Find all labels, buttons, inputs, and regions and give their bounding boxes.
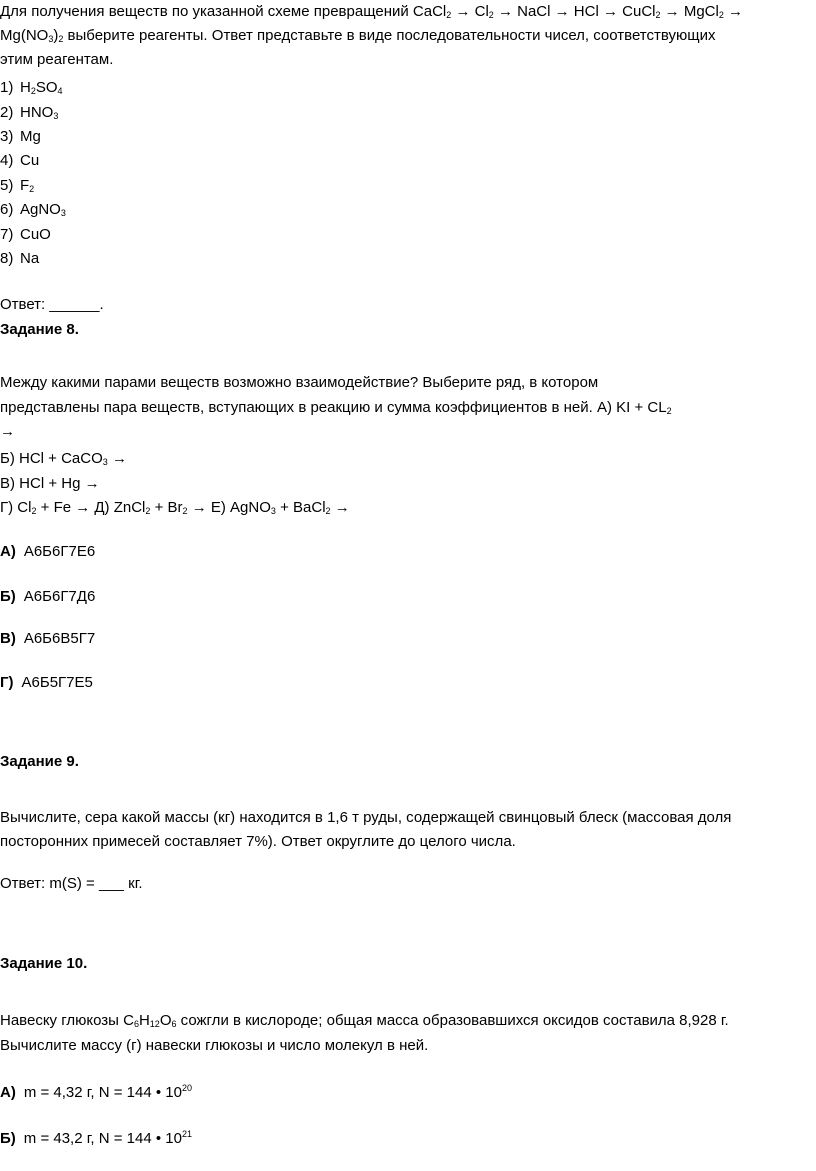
task8-question-line-4: Б) HCl + CaCO$_3$ → <box>0 450 127 467</box>
reagent-item: 6) AgNO$_3$ <box>0 201 66 218</box>
answer-option: В) А6Б6В5Г7 <box>0 630 96 647</box>
reagent-item: 4) Cu <box>0 152 40 169</box>
task9-question-line-1: Вычислите, сера какой массы (кг) находится в 1,6 т руды, содержащей свинцовый блеск (массовая доля <box>0 809 732 826</box>
answer-option: А) А6Б6Г7Е6 <box>0 543 96 560</box>
task8-question-line-6: Г) $Cl_2 + Fe \to Д$) ZnCl$_2$ + $Br_2 \to Е$) AgNO$_3$ + BaCl$_2$ → <box>0 499 350 516</box>
task8-question-line-5: В) HCl + Hg → <box>0 475 100 492</box>
answer-option: Б) m = 43,2 г, N = 144 • $10^{21}$ <box>0 1129 192 1147</box>
answer-option: А) m = 4,32 г, N = 144 • $10^{20}$ <box>0 1083 192 1101</box>
task7-intro-line-3: этим реагентам. <box>0 51 114 68</box>
task8-title: Задание 8. <box>0 321 79 338</box>
task8-question-line-2: представлены пара веществ, вступающих в реакцию и сумма коэффициентов в ней. А) KI + $CL_2$ <box>0 399 672 416</box>
task7-answer-line: Ответ: ______. <box>0 296 104 313</box>
answer-option: Б) А6Б6Г7Д6 <box>0 588 96 605</box>
task8-question-line-3: → <box>0 423 15 440</box>
reagent-item: 1) $H_2SO_4$ <box>0 79 63 96</box>
task9-title: Задание 9. <box>0 753 79 770</box>
task10-title: Задание 10. <box>0 955 88 972</box>
task9-question-line-2: посторонних примесей составляет 7%). Ответ округлите до целого числа. <box>0 833 516 850</box>
task7-intro-line-2: $Mg(NO_3)_2$ выберите реагенты. Ответ представьте в виде последовательности чисел, соответствующих <box>0 27 716 44</box>
reagent-item: 2) $HNO_3$ <box>0 104 59 121</box>
task10-question-line-2: Вычислите массу (г) навески глюкозы и число молекул в ней. <box>0 1037 429 1054</box>
task10-question-line-1: Навеску глюкозы $C_6H_{12}O_6$ сожгли в кислороде; общая масса образовавшихся оксидов составила 8,928 г. <box>0 1012 729 1029</box>
reagent-item: 8) Na <box>0 250 40 267</box>
reagent-item: 5) $F_2$ <box>0 177 35 194</box>
task8-question-line-1: Между какими парами веществ возможно взаимодействие? Выберите ряд, в котором <box>0 374 599 391</box>
reagent-item: 3) Mg <box>0 128 41 145</box>
answer-option: Г) А6Б5Г7Е5 <box>0 674 93 691</box>
task7-intro-line-1: Для получения веществ по указанной схеме превращений CaCl$_2$ → $Cl_2$ → NaCl → HCl → CuCl$_2$ → MgCl$_2$ → <box>0 3 744 20</box>
reagent-item: 7) CuO <box>0 226 51 243</box>
task9-answer-line: Ответ: m(S) = ___ кг. <box>0 875 143 892</box>
